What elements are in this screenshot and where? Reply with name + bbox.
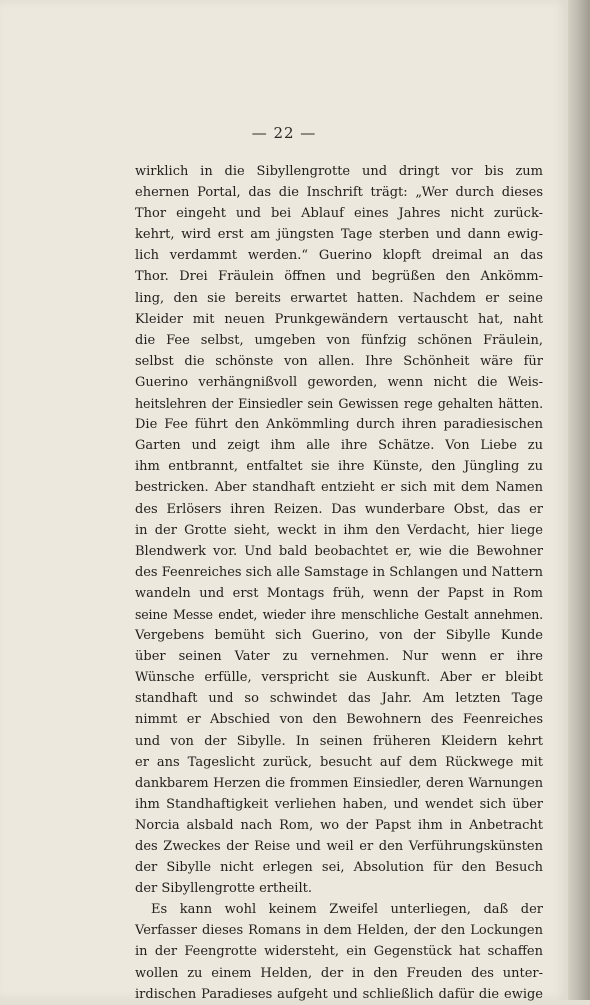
text-line: bestricken. Aber standhaft entzieht er sich mit dem Namen [135,480,543,496]
text-line: Verfasser dieses Romans in dem Helden, der den Lockungen [135,923,543,939]
text-line: selbst die schönste von allen. Ihre Schönheit wäre für [135,353,543,369]
text-line: seine Messe endet, wieder ihre menschliche Gestalt annehmen. [135,606,543,622]
text-line: Thor eingeht und bei Ablauf eines Jahres nicht zurück- [135,206,543,222]
text-line: wirklich in die Sibyllengrotte und dringt vor bis zum [135,164,543,179]
text-line: heitslehren der Einsiedler sein Gewissen rege gehalten hätten. [135,396,543,412]
text-line: Thor. Drei Fräulein öffnen und begrüßen den Ankömm- [135,269,543,285]
text-line: und von der Sibylle. In seinen früheren Kleidern kehrt [135,733,543,749]
text-line: irdischen Paradieses aufgeht und schließlich dafür die ewige [135,986,543,1002]
page-edge [568,0,590,1000]
text-line: standhaft und so schwindet das Jahr. Am letzten Tage [135,691,543,707]
text-line: Es kann wohl keinem Zweifel unterliegen, daß der [151,902,543,918]
text-line: des Feenreiches sich alle Samstage in Schlangen und Nattern [135,564,543,580]
text-line: in der Grotte sieht, weckt in ihm den Verdacht, hier liege [135,522,543,538]
text-line: Die Fee führt den Ankömmling durch ihren paradiesischen [135,417,543,433]
text-line: über seinen Vater zu vernehmen. Nur wenn er ihre [135,649,543,665]
text-line: des Zweckes der Reise und weil er den Verführungskünsten [135,839,543,854]
text-line: der Sibylle nicht erlegen sei, Absolution für den Besuch [135,860,543,876]
text-line: des Erlösers ihren Reizen. Das wunderbare Obst, das er [135,501,543,517]
text-line: ihm Standhaftigkeit verliehen haben, und wendet sich über [135,796,543,812]
text-line: er ans Tageslicht zurück, besucht auf dem Rückwege mit [135,754,543,770]
text-line: wollen zu einem Helden, der in den Freuden des unter- [135,965,543,981]
text-line: die Fee selbst, umgeben von fünfzig schönen Fräulein, [135,332,543,348]
text-line: dankbarem Herzen die frommen Einsiedler, deren Warnungen [135,775,543,791]
text-line: Guerino verhängnißvoll geworden, wenn nicht die Weis- [135,374,543,390]
text-line: Norcia alsbald nach Rom, wo der Papst ihm in Anbetracht [135,817,543,833]
text-line: Vergebens bemüht sich Guerino, von der Sibylle Kunde [135,628,543,644]
text-line: kehrt, wird erst am jüngsten Tage sterben und dann ewig- [135,227,543,243]
text-line: Blendwerk vor. Und bald beobachtet er, wie die Bewohner [135,543,543,559]
text-line: lich verdammt werden.“ Guerino klopft dreimal an das [135,248,543,264]
text-line: der Sibyllengrotte ertheilt. [135,881,312,897]
text-line: ehernen Portal, das die Inschrift trägt: „Wer durch dieses [135,185,543,201]
text-line: ling, den sie bereits erwartet hatten. Nachdem er seine [135,290,543,306]
text-line: in der Feengrotte widersteht, ein Gegenstück hat schaffen [135,944,543,960]
page-number: — 22 — [251,124,317,142]
text-line: Garten und zeigt ihm alle ihre Schätze. Von Liebe zu [135,438,543,454]
text-line: wandeln und erst Montags früh, wenn der Papst in Rom [135,585,543,601]
body-text [135,161,543,1005]
text-line: nimmt er Abschied von den Bewohnern des Feenreiches [135,712,543,728]
text-line: Wünsche erfülle, verspricht sie Auskunft. Aber er bleibt [135,670,543,686]
text-line: ihm entbrannt, entfaltet sie ihre Künste, den Jüngling zu [135,459,543,475]
text-line: Kleider mit neuen Prunkgewändern vertauscht hat, naht [135,311,543,327]
